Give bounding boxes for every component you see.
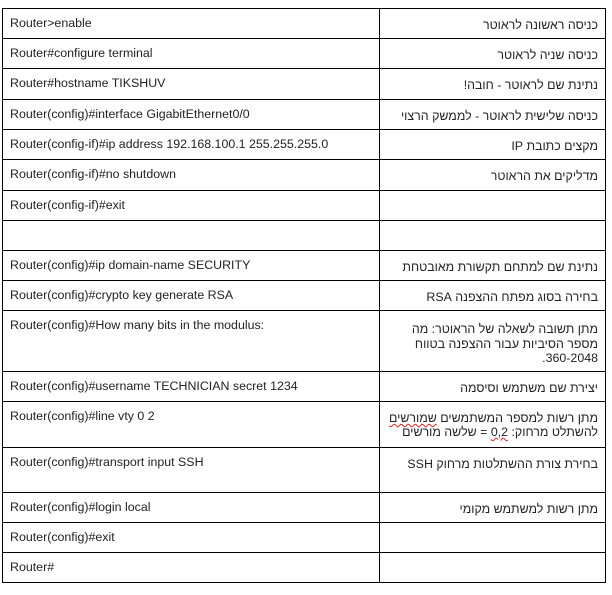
table-row	[3, 39, 606, 69]
description-text: = שלשה מורשים	[402, 425, 491, 439]
commands-table	[2, 8, 606, 583]
description-cell: בחירת צורת ההשתלטות מרחוק SSH	[380, 448, 606, 493]
description-cell	[380, 553, 606, 583]
description-cell	[380, 402, 606, 448]
description-cell	[380, 221, 606, 251]
table-row	[3, 251, 606, 281]
description-text: מתן רשות למספר המשתמשים	[436, 411, 598, 425]
description-cell: כניסה שלישית לראוטר - לממשק הרצוי	[380, 100, 606, 130]
table-row	[3, 311, 606, 372]
command-cell: Router(config)#exit	[3, 523, 380, 553]
command-cell: Router(config)#login local	[3, 493, 380, 523]
description-cell: כניסה שניה לראוטר	[380, 39, 606, 69]
table-row	[3, 221, 606, 251]
table-row	[3, 281, 606, 311]
description-cell: מתן רשות למשתמש מקומי	[380, 493, 606, 523]
command-cell: Router>enable	[3, 9, 380, 39]
command-cell: Router#hostname TIKSHUV	[3, 69, 380, 100]
command-cell: Router(config-if)#ip address 192.168.100.1 255.255.255.0	[3, 130, 380, 160]
table-row	[3, 160, 606, 191]
description-cell	[380, 191, 606, 221]
table-row	[3, 9, 606, 39]
command-cell: Router#configure terminal	[3, 39, 380, 69]
table-row	[3, 523, 606, 553]
table-row	[3, 191, 606, 221]
table-row	[3, 130, 606, 160]
description-cell: מתן תשובה לשאלה של הראוטר: מה מספר הסיביות עבור ההצפנה בטווח 360-2048.	[380, 311, 606, 372]
description-cell: כניסה ראשונה לראוטר	[380, 9, 606, 39]
command-cell: Router(config)#ip domain-name SECURITY	[3, 251, 380, 281]
command-cell: Router(config)#line vty 0 2	[3, 402, 380, 448]
description-cell: נתינת שם לראוטר - חובה!	[380, 69, 606, 100]
command-cell: Router(config)#interface GigabitEthernet0/0	[3, 100, 380, 130]
description-cell: מדליקים את הראוטר	[380, 160, 606, 191]
spelling-flagged-range: 0,2	[490, 425, 509, 439]
table-row	[3, 100, 606, 130]
description-cell: יצירת שם משתמש וסיסמה	[380, 372, 606, 402]
description-text: להשתלט מרחוק:	[508, 425, 598, 439]
command-cell: Router(config)#crypto key generate RSA	[3, 281, 380, 311]
command-cell: Router#	[3, 553, 380, 583]
command-cell: Router(config-if)#no shutdown	[3, 160, 380, 191]
table-row	[3, 69, 606, 100]
command-cell: Router(config)#username TECHNICIAN secret 1234	[3, 372, 380, 402]
table-row	[3, 553, 606, 583]
spelling-flagged-word: שמורשים	[388, 411, 437, 425]
description-cell: בחירה בסוג מפתח ההצפנה RSA	[380, 281, 606, 311]
table-row	[3, 448, 606, 493]
command-cell	[3, 221, 380, 251]
description-cell	[380, 523, 606, 553]
command-cell: Router(config)#transport input SSH	[3, 448, 380, 493]
command-cell: Router(config)#How many bits in the modulus:	[3, 311, 380, 372]
description-cell: נתינת שם למתחם תקשורת מאובטחת	[380, 251, 606, 281]
table-row	[3, 372, 606, 402]
table-row	[3, 402, 606, 448]
command-cell: Router(config-if)#exit	[3, 191, 380, 221]
description-cell: מקצים כתובת IP	[380, 130, 606, 160]
table-row	[3, 493, 606, 523]
